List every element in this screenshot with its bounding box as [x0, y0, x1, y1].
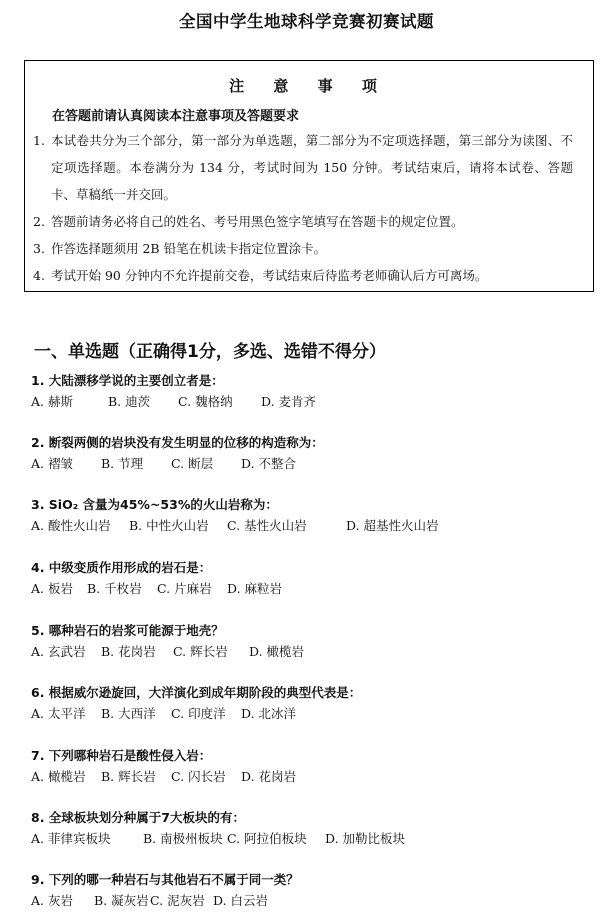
question	[31, 432, 591, 474]
question-options	[31, 515, 591, 536]
question-stem: 1. 大陆漂移学说的主要创立者是：	[31, 373, 224, 388]
option-c: C. 闪长岩	[171, 769, 226, 784]
question-stem: 4. 中级变质作用形成的岩石是：	[31, 560, 212, 575]
question	[31, 682, 591, 724]
page-title: 全国中学生地球科学竞赛初赛试题	[179, 12, 434, 31]
option-c: C. 断层	[171, 456, 214, 471]
notice-heading: 注 意 事 项	[229, 77, 389, 95]
question-options	[31, 890, 591, 911]
option-b: B. 大西洋	[101, 706, 156, 721]
option-d: D. 不整合	[241, 456, 297, 471]
question	[31, 494, 591, 536]
question-options	[31, 766, 591, 787]
notice-item	[33, 127, 573, 208]
option-b: B. 中性火山岩	[129, 518, 209, 533]
question-stem: 6. 根据威尔逊旋回，大洋演化到成年期阶段的典型代表是：	[31, 685, 362, 700]
option-c: C. 基性火山岩	[227, 518, 307, 533]
option-c: C. 印度洋	[171, 706, 226, 721]
question-stem: 9. 下列的哪一种岩石与其他岩石不属于同一类？	[31, 872, 299, 887]
question-options	[31, 453, 591, 474]
section-title: 一、单选题（正确得1分，多选、选错不得分）	[34, 342, 386, 362]
option-b: B. 凝灰岩	[94, 893, 149, 908]
notice-item-text: 本试卷共分为三个部分，第一部分为单选题，第二部分为不定项选择题，第三部分为读图、不定项选择题。本卷满分为 134 分，考试时间为 150 分钟。考试结束后，请将本试卷、答题卡、草稿纸一并交回。	[51, 133, 573, 202]
option-c: C. 泥灰岩	[150, 893, 205, 908]
question-options	[31, 828, 591, 849]
question-stem: 8. 全球板块划分种属于7大板块的有：	[31, 810, 245, 825]
notice-box	[24, 60, 594, 292]
question-options	[31, 578, 591, 599]
question-stem: 7. 下列哪种岩石是酸性侵入岩：	[31, 748, 212, 763]
question	[31, 745, 591, 787]
option-a: A. 酸性火山岩	[31, 518, 111, 533]
question-stem: 5. 哪种岩石的岩浆可能源于地壳？	[31, 623, 224, 638]
notice-item-text: 答题前请务必将自己的姓名、考号用黑色签字笔填写在答题卡的规定位置。	[51, 214, 464, 229]
option-b: B. 千枚岩	[87, 581, 142, 596]
question	[31, 807, 591, 849]
notice-subheading: 在答题前请认真阅读本注意事项及答题要求	[52, 109, 300, 124]
question-stem: 3. SiO₂ 含量为45%~53%的火山岩称为：	[31, 497, 278, 512]
option-a: A. 赫斯	[31, 394, 73, 409]
question	[31, 869, 591, 911]
option-a: A. 板岩	[31, 581, 73, 596]
option-d: D. 花岗岩	[241, 769, 297, 784]
notice-item-text: 作答选择题须用 2B 铅笔在机读卡指定位置涂卡。	[51, 241, 327, 256]
option-a: A. 褶皱	[31, 456, 73, 471]
question	[31, 370, 591, 412]
option-d: D. 白云岩	[213, 893, 269, 908]
option-b: B. 南极州板块	[143, 831, 223, 846]
question-options	[31, 391, 591, 412]
option-d: D. 加勒比板块	[325, 831, 406, 846]
notice-item-number: 2.	[33, 214, 45, 229]
question-options	[31, 703, 591, 724]
notice-item-number: 4.	[33, 268, 45, 283]
question	[31, 557, 591, 599]
option-a: A. 太平洋	[31, 706, 86, 721]
option-a: A. 菲律宾板块	[31, 831, 111, 846]
option-b: B. 节理	[101, 456, 144, 471]
option-b: B. 迪茨	[108, 394, 151, 409]
notice-item	[33, 235, 573, 262]
option-d: D. 麻粒岩	[227, 581, 283, 596]
option-c: C. 片麻岩	[157, 581, 212, 596]
option-a: A. 玄武岩	[31, 644, 86, 659]
notice-item-text: 考试开始 90 分钟内不允许提前交卷，考试结束后待监考老师确认后方可离场。	[51, 268, 488, 283]
notice-item-number: 3.	[33, 241, 45, 256]
option-d: D. 麦肯齐	[261, 394, 317, 409]
option-a: A. 橄榄岩	[31, 769, 86, 784]
option-c: C. 辉长岩	[173, 644, 228, 659]
notice-item	[33, 262, 573, 289]
question-options	[31, 641, 591, 662]
option-b: B. 花岗岩	[101, 644, 156, 659]
option-c: C. 魏格纳	[178, 394, 233, 409]
option-d: D. 北冰洋	[241, 706, 297, 721]
notice-item	[33, 208, 573, 235]
option-d: D. 橄榄岩	[249, 644, 305, 659]
question-stem: 2. 断裂两侧的岩块没有发生明显的位移的构造称为：	[31, 435, 324, 450]
notice-item-number: 1.	[33, 133, 45, 148]
option-a: A. 灰岩	[31, 893, 73, 908]
option-d: D. 超基性火山岩	[346, 518, 439, 533]
option-c: C. 阿拉伯板块	[227, 831, 307, 846]
option-b: B. 辉长岩	[101, 769, 156, 784]
question	[31, 620, 591, 662]
